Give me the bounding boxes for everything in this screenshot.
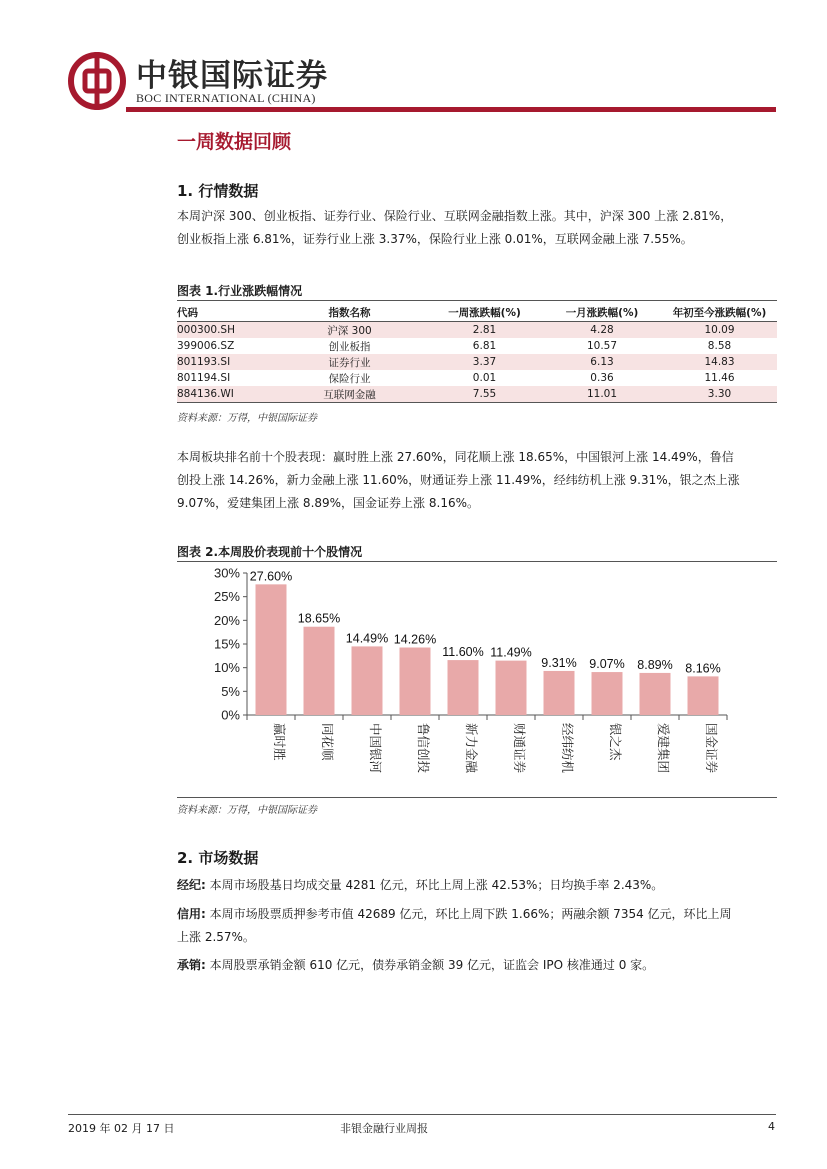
- x-category-label: 经纬纺机: [560, 723, 575, 774]
- bar-value-label: 11.49%: [490, 645, 532, 660]
- figure-2-bottom-rule: [177, 797, 777, 798]
- col-header-month-change: 一月涨跌幅(%): [542, 303, 662, 322]
- cell-index-name: 沪深 300: [272, 322, 427, 339]
- paragraph-line: 本周沪深 300、创业板指、证券行业、保险行业、互联网金融指数上涨。其中，沪深 300 上涨 2.81%，: [177, 209, 733, 223]
- credit-text: 本周市场股票质押参考市值 42689 亿元，环比上周下跌 1.66%；两融余额 7354 亿元，环比上周: [205, 907, 732, 921]
- cell-month: 11.01: [542, 386, 662, 403]
- paragraph-line: 创业板指上涨 6.81%，证券行业上涨 3.37%，保险行业上涨 0.01%，互联网金融上涨 7.55%。: [177, 232, 693, 246]
- credit-text-cont: 上涨 2.57%。: [177, 930, 255, 944]
- table-row: [177, 338, 777, 354]
- chart-bar: [592, 672, 623, 715]
- cell-ytd: 14.83: [662, 354, 777, 370]
- credit-paragraph: [177, 903, 777, 949]
- chart-bar: [640, 673, 671, 715]
- x-category-label: 爱建集团: [656, 723, 671, 774]
- table-row: [177, 370, 777, 386]
- cell-week: 6.81: [472, 340, 497, 352]
- footer-report-title: 非银金融行业周报: [340, 1122, 428, 1135]
- cell-month: 6.13: [542, 354, 662, 370]
- cell-code: 399006.SZ: [177, 340, 235, 352]
- header-rule: [126, 107, 776, 112]
- chart-bar: [256, 584, 287, 715]
- cell-code: 000300.SH: [177, 322, 272, 339]
- cell-code: 801193.SI: [177, 354, 272, 370]
- bar-value-label: 8.89%: [637, 657, 673, 672]
- x-category-label: 新力金融: [464, 723, 479, 774]
- col-header-ytd-change: 年初至今涨跌幅(%): [662, 303, 777, 322]
- y-tick-label: 10%: [213, 660, 240, 676]
- chart-bar: [352, 646, 383, 715]
- table-row: [177, 322, 777, 339]
- table-row: [177, 354, 777, 370]
- cell-index-name: 互联网金融: [272, 386, 427, 403]
- chart-bar: [448, 660, 479, 715]
- bar-value-label: 27.60%: [249, 569, 293, 584]
- col-header-index-name: 指数名称: [272, 303, 427, 322]
- y-tick-label: 15%: [213, 636, 240, 652]
- table-1-caption: 图表 1.行业涨跌幅情况: [177, 284, 303, 298]
- col-header-code: 代码: [177, 303, 272, 322]
- section-1-heading: 1. 行情数据: [177, 182, 259, 200]
- footer-date: 2019 年 02 月 17 日: [68, 1122, 175, 1135]
- bar-value-label: 8.16%: [685, 661, 721, 676]
- x-category-label: 同花顺: [320, 723, 335, 761]
- y-tick-label: 5%: [221, 683, 240, 699]
- table-header-row: [177, 303, 777, 322]
- boc-logo: [68, 52, 126, 110]
- bar-value-label: 9.07%: [589, 657, 625, 672]
- cell-week: 3.37: [427, 354, 542, 370]
- top-stocks-paragraph: [177, 446, 777, 515]
- section-title: 一周数据回顾: [177, 131, 292, 153]
- footer-rule: [68, 1114, 776, 1115]
- chart-bar: [496, 661, 527, 715]
- cell-code: 801194.SI: [177, 372, 231, 384]
- cell-ytd: 11.46: [704, 372, 735, 384]
- bar-value-label: 14.26%: [393, 632, 437, 647]
- brokerage-paragraph: [177, 874, 777, 897]
- cell-ytd: 10.09: [662, 322, 777, 339]
- cell-month: 10.57: [586, 340, 618, 352]
- paragraph-line: 创投上涨 14.26%，新力金融上涨 11.60%，财通证券上涨 11.49%，经纬纺机上涨 9.31%，银之杰上涨: [177, 473, 740, 487]
- cell-week: 2.81: [427, 322, 542, 339]
- cell-ytd: 3.30: [662, 386, 777, 403]
- x-category-label: 中国银河: [368, 723, 383, 774]
- cell-code: 884136.WI: [177, 386, 272, 403]
- cell-index-name: 创业板指: [328, 340, 371, 353]
- cell-index-name: 保险行业: [328, 372, 371, 385]
- x-category-label: 银之杰: [608, 723, 623, 761]
- bar-value-label: 9.31%: [541, 655, 577, 670]
- bar-value-label: 14.49%: [345, 631, 389, 646]
- x-category-label: 国金证券: [704, 723, 719, 774]
- x-category-label: 鲁信创投: [416, 723, 431, 774]
- y-tick-label: 25%: [213, 589, 240, 605]
- underwriting-text: 本周股票承销金额 610 亿元，债券承销金额 39 亿元，证监会 IPO 核准通过 0 家。: [205, 958, 655, 972]
- cell-index-name: 证券行业: [272, 354, 427, 370]
- industry-performance-table: [177, 303, 777, 403]
- x-category-label: 赢时胜: [272, 723, 287, 761]
- brokerage-label: 经纪:: [177, 878, 206, 892]
- credit-label: 信用:: [177, 907, 206, 921]
- figure-2-caption: 图表 2.本周股价表现前十个股情况: [177, 545, 363, 559]
- y-tick-label: 0%: [221, 707, 240, 723]
- cell-ytd: 8.58: [707, 340, 732, 352]
- chart-bar: [688, 676, 719, 715]
- bar-value-label: 11.60%: [442, 645, 484, 660]
- bar-value-label: 18.65%: [297, 611, 341, 626]
- cell-week: 0.01: [472, 372, 497, 384]
- table-1-top-rule: [177, 300, 777, 301]
- top-stocks-bar-chart: [177, 562, 777, 797]
- underwriting-label: 承销:: [177, 958, 206, 972]
- paragraph-line: 9.07%，爱建集团上涨 8.89%，国金证券上涨 8.16%。: [177, 496, 479, 510]
- footer-page-number: 4: [768, 1120, 775, 1133]
- brand-name-en: BOC INTERNATIONAL (CHINA): [136, 91, 316, 105]
- underwriting-paragraph: [177, 954, 777, 977]
- chart-bar: [544, 671, 575, 715]
- brand-name-cn: 中银国际证券: [136, 58, 328, 94]
- y-tick-label: 20%: [213, 612, 240, 628]
- paragraph-line: 本周板块排名前十个股表现：赢时胜上涨 27.60%，同花顺上涨 18.65%，中国银河上涨 14.49%，鲁信: [177, 450, 734, 464]
- x-category-label: 财通证券: [512, 723, 527, 774]
- cell-month: 0.36: [590, 372, 614, 384]
- table-row: [177, 386, 777, 403]
- brokerage-text: 本周市场股基日均成交量 4281 亿元，环比上周上涨 42.53%；日均换手率 2.43%。: [205, 878, 664, 892]
- y-tick-label: 30%: [213, 565, 240, 581]
- figure-2-source: 资料来源：万得，中银国际证券: [177, 805, 317, 816]
- chart-bar: [400, 648, 431, 715]
- section-1-paragraph: [177, 205, 777, 251]
- cell-month: 4.28: [542, 322, 662, 339]
- section-2-heading: 2. 市场数据: [177, 849, 259, 867]
- col-header-week-change: 一周涨跌幅(%): [427, 303, 542, 322]
- chart-bar: [304, 627, 335, 715]
- table-1-source: 资料来源：万得，中银国际证券: [177, 413, 317, 424]
- cell-week: 7.55: [427, 386, 542, 403]
